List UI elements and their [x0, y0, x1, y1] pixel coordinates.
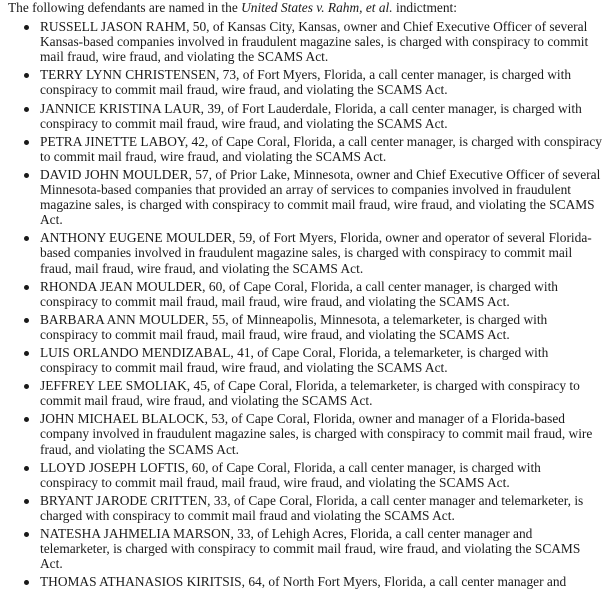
- defendant-text: RUSSELL JASON RAHM, 50, of Kansas City, Kansas, owner and Chief Executive Officer of several Kansas-based companies involved in fraudulent magazine sales, is charged with conspiracy to commit mail fraud, wire fraud, and violating the SCAMS Act.: [40, 19, 589, 65]
- list-item: [24, 167, 602, 227]
- intro-text-after: indictment:: [392, 0, 457, 15]
- bullet-icon: [24, 285, 29, 290]
- bullet-icon: [24, 173, 29, 178]
- defendant-text: JEFFREY LEE SMOLIAK, 45, of Cape Coral, Florida, a telemarketer, is charged with conspiracy to commit mail fraud, wire fraud, and violating the SCAMS Act.: [40, 378, 580, 409]
- defendant-text: BARBARA ANN MOULDER, 55, of Minneapolis, Minnesota, a telemarketer, is charged with conspiracy to commit mail fraud, mail fraud, wire fraud, and violating the SCAMS Act.: [40, 311, 548, 342]
- list-item: [24, 279, 602, 309]
- defendant-text: RHONDA JEAN MOULDER, 60, of Cape Coral, Florida, a call center manager, is charged with conspiracy to commit mail fraud, mail fraud, wire fraud, and violating the SCAMS Act.: [40, 278, 558, 309]
- defendant-text: NATESHA JAHMELIA MARSON, 33, of Lehigh Acres, Florida, a call center manager and telemarketer, is charged with conspiracy to commit mail fraud, wire fraud, and violating the SCAMS Act.: [40, 526, 581, 572]
- bullet-icon: [24, 351, 29, 356]
- defendant-text: LUIS ORLANDO MENDIZABAL, 41, of Cape Coral, Florida, a telemarketer, is charged with conspiracy to commit mail fraud, wire fraud, and violating the SCAMS Act.: [40, 344, 549, 376]
- intro-text-before: The following defendants are named in the: [8, 0, 242, 15]
- defendant-text: LLOYD JOSEPH LOFTIS, 60, of Cape Coral, Florida, a call center manager, is charged with conspiracy to commit mail fraud, mail fraud, wire fraud, and violating the SCAMS Act.: [40, 459, 541, 490]
- bullet-icon: [24, 318, 29, 323]
- list-item: [24, 312, 602, 342]
- bullet-icon: [24, 466, 29, 471]
- list-item: [24, 345, 602, 375]
- defendant-list: [8, 19, 602, 589]
- list-item: [24, 134, 602, 164]
- bullet-icon: [24, 580, 29, 585]
- defendant-text: JANNICE KRISTINA LAUR, 39, of Fort Lauderdale, Florida, a call center manager, is charged with conspiracy to commit mail fraud, wire fraud, and violating the SCAMS Act.: [40, 100, 582, 131]
- document-body: [8, 0, 602, 592]
- list-item: [24, 411, 602, 456]
- list-item: [24, 378, 602, 408]
- defendant-text: ANTHONY EUGENE MOULDER, 59, of Fort Myers, Florida, owner and operator of several Florida-based companies involved in fraudulent magazine sales, is charged with conspiracy to commit mail fraud, mail fraud, wire fraud, and violating the SCAMS Act.: [40, 230, 592, 276]
- bullet-icon: [24, 417, 29, 422]
- defendant-text: TERRY LYNN CHRISTENSEN, 73, of Fort Myers, Florida, a call center manager, is charged with conspiracy to commit mail fraud, wire fraud, and violating the SCAMS Act.: [40, 67, 572, 98]
- bullet-icon: [24, 532, 29, 537]
- bullet-icon: [24, 499, 29, 504]
- list-item: [24, 19, 602, 64]
- defendant-text: THOMAS ATHANASIOS KIRITSIS, 64, of North Fort Myers, Florida, a call center manager and: [40, 574, 567, 590]
- defendant-text: DAVID JOHN MOULDER, 57, of Prior Lake, Minnesota, owner and Chief Executive Officer of several Minnesota-based companies that provided an array of services to companies involved in fraudulent magazine sales, is charged with conspiracy to commit mail fraud, wire fraud, and violating the SCAMS Act.: [40, 166, 601, 228]
- list-item: [24, 493, 602, 523]
- defendant-text: JOHN MICHAEL BLALOCK, 53, of Cape Coral, Florida, owner and manager of a Florida-based company involved in fraudulent magazine sales, is charged with conspiracy to commit mail fraud, wire fraud, and violating the SCAMS Act.: [40, 411, 593, 457]
- defendant-text: PETRA JINETTE LABOY, 42, of Cape Coral, Florida, a call center manager, is charged with conspiracy to commit mail fraud, wire fraud, and violating the SCAMS Act.: [40, 133, 602, 164]
- list-item: [24, 526, 602, 571]
- defendant-text: BRYANT JARODE CRITTEN, 33, of Cape Coral, Florida, a call center manager and telemarketer, is charged with conspiracy to commit mail fraud and violating the SCAMS Act.: [40, 492, 584, 523]
- list-item: [24, 67, 602, 97]
- intro-paragraph: [8, 0, 602, 15]
- bullet-icon: [24, 107, 29, 112]
- list-item: [24, 460, 602, 490]
- bullet-icon: [24, 73, 29, 78]
- bullet-icon: [24, 236, 29, 241]
- bullet-icon: [24, 25, 29, 30]
- bullet-icon: [24, 384, 29, 389]
- bullet-icon: [24, 140, 29, 145]
- list-item: [24, 101, 602, 131]
- list-item: [24, 230, 602, 275]
- case-name: United States v. Rahm, et al.: [241, 0, 393, 15]
